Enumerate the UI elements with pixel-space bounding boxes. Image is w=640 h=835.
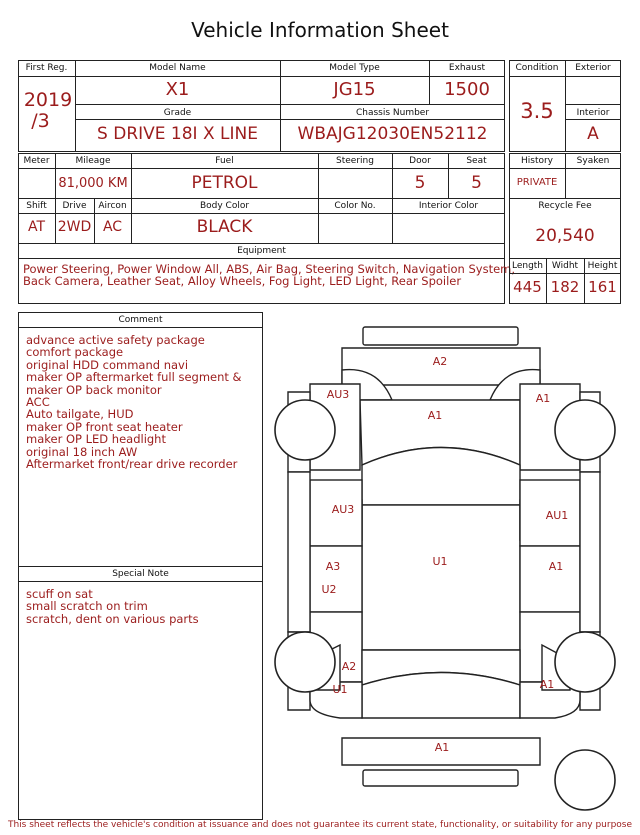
equipment-line-2: Back Camera, Leather Seat, Alloy Wheels, Fog Light, LED Light, Rear Spoiler [23, 274, 462, 288]
door-label: Door [409, 156, 431, 166]
exhaust-value: 1500 [444, 79, 490, 100]
list-item: advance active safety package [26, 333, 205, 347]
wheel-front-right [555, 400, 615, 460]
equipment-label: Equipment [237, 246, 286, 256]
comment-label: Comment [118, 315, 163, 325]
color-no-label: Color No. [334, 201, 376, 211]
mark-roof: U1 [432, 555, 448, 568]
fuel-value: PETROL [191, 173, 258, 193]
door-rear-right [520, 546, 580, 612]
list-item: scuff on sat [26, 587, 93, 601]
list-item: maker OP back monitor [26, 382, 162, 397]
sill-right [580, 472, 600, 632]
list-item: original HDD command navi [26, 357, 189, 372]
exhaust-label: Exhaust [448, 63, 486, 73]
history-label: History [520, 156, 554, 166]
list-item: maker OP front seat heater [26, 419, 183, 434]
list-item: ACC [26, 395, 50, 410]
recycle-fee-value: 20,540 [535, 226, 595, 246]
list-item: Auto tailgate, HUD [26, 407, 134, 422]
wheel-front-left [275, 400, 335, 460]
model-name-label: Model Name [149, 63, 206, 73]
wheel-rear-right [555, 632, 615, 692]
list-item: original 18 inch AW [26, 444, 138, 459]
front-bumper [363, 327, 518, 345]
body-color-label: Body Color [199, 201, 250, 211]
door-rear-left [310, 546, 362, 612]
list-item: scratch, dent on various parts [26, 611, 199, 626]
shift-value: AT [27, 219, 46, 235]
mark-fender-front-right: A1 [535, 392, 551, 405]
equipment-line-1: Power Steering, Power Window All, ABS, Air Bag, Steering Switch, Navigation System, [23, 262, 516, 276]
mark-quarter-left-b: U1 [332, 683, 348, 696]
chassis-number-value: WBAJG12030EN52112 [297, 124, 488, 144]
model-type-value: JG15 [333, 79, 376, 100]
model-name-value: X1 [165, 79, 190, 100]
mileage-label: Mileage [75, 156, 111, 166]
fuel-label: Fuel [215, 156, 234, 166]
special-note-list [26, 588, 199, 625]
comment-list [26, 334, 242, 470]
list-item: maker OP LED headlight [26, 432, 166, 447]
disclaimer-footer: This sheet reflects the vehicle's condition at issuance and does not guarantee its current state, functionality, or suitability for any purpose [7, 820, 633, 830]
condition-value: 3.5 [520, 99, 554, 123]
mark-door-rear-left-a: A3 [325, 560, 341, 573]
sill-left [288, 472, 310, 632]
door-value: 5 [414, 173, 426, 193]
first-reg-label: First Reg. [25, 63, 68, 73]
mark-door-rear-right: A1 [548, 560, 564, 573]
aircon-value: AC [102, 219, 123, 235]
exterior-label: Exterior [575, 63, 611, 73]
list-item: comfort package [26, 345, 124, 360]
wheel-rear-left [275, 632, 335, 692]
mark-rear-bumper: A1 [434, 741, 450, 754]
width-label: Widht [551, 261, 579, 271]
first-reg-year: 2019 [23, 89, 73, 111]
history-value: PRIVATE [516, 177, 558, 188]
syaken-label: Syaken [576, 156, 610, 166]
recycle-fee-label: Recycle Fee [538, 201, 592, 211]
drive-value: 2WD [57, 219, 92, 235]
roof [362, 505, 520, 650]
height-value: 161 [588, 278, 617, 296]
interior-color-label: Interior Color [418, 201, 479, 211]
mileage-value: 81,000 KM [58, 176, 128, 191]
interior-label: Interior [576, 108, 610, 118]
rear-step [363, 770, 518, 786]
mark-fender-front-left: AU3 [326, 388, 350, 401]
condition-label: Condition [515, 63, 559, 73]
mark-roof-front: A2 [432, 355, 448, 368]
length-value: 445 [513, 278, 542, 296]
chassis-number-label: Chassis Number [355, 108, 430, 118]
drive-label: Drive [62, 201, 87, 211]
height-label: Height [587, 261, 618, 271]
list-item: maker OP aftermarket full segment & [26, 370, 242, 385]
aircon-label: Aircon [98, 201, 127, 211]
trunk [362, 673, 520, 719]
car-damage-diagram [270, 320, 626, 820]
special-note-label: Special Note [112, 569, 169, 579]
mark-door-front-right: AU1 [545, 509, 569, 522]
mark-door-rear-left-b: U2 [321, 583, 337, 596]
length-label: Length [511, 261, 544, 271]
body-color-value: BLACK [196, 217, 253, 237]
mark-quarter-left-a: A2 [341, 660, 357, 673]
width-value: 182 [550, 278, 580, 296]
interior-value: A [587, 124, 599, 144]
shift-label: Shift [26, 201, 47, 211]
list-item: small scratch on trim [26, 599, 148, 614]
meter-label: Meter [23, 156, 50, 166]
grade-value: S DRIVE 18I X LINE [97, 124, 258, 144]
list-item: Aftermarket front/rear drive recorder [26, 457, 238, 472]
first-reg-month: /3 [31, 110, 50, 132]
seat-value: 5 [471, 173, 482, 193]
mark-hood: A1 [427, 409, 443, 422]
steering-label: Steering [336, 156, 374, 166]
grade-label: Grade [163, 108, 192, 118]
model-type-label: Model Type [329, 63, 380, 73]
windshield [362, 448, 520, 506]
page-title: Vehicle Information Sheet [191, 18, 449, 42]
spare-wheel [555, 750, 615, 810]
mark-door-front-left: AU3 [331, 503, 355, 516]
mark-quarter-right: A1 [539, 678, 555, 691]
seat-label: Seat [466, 156, 487, 166]
